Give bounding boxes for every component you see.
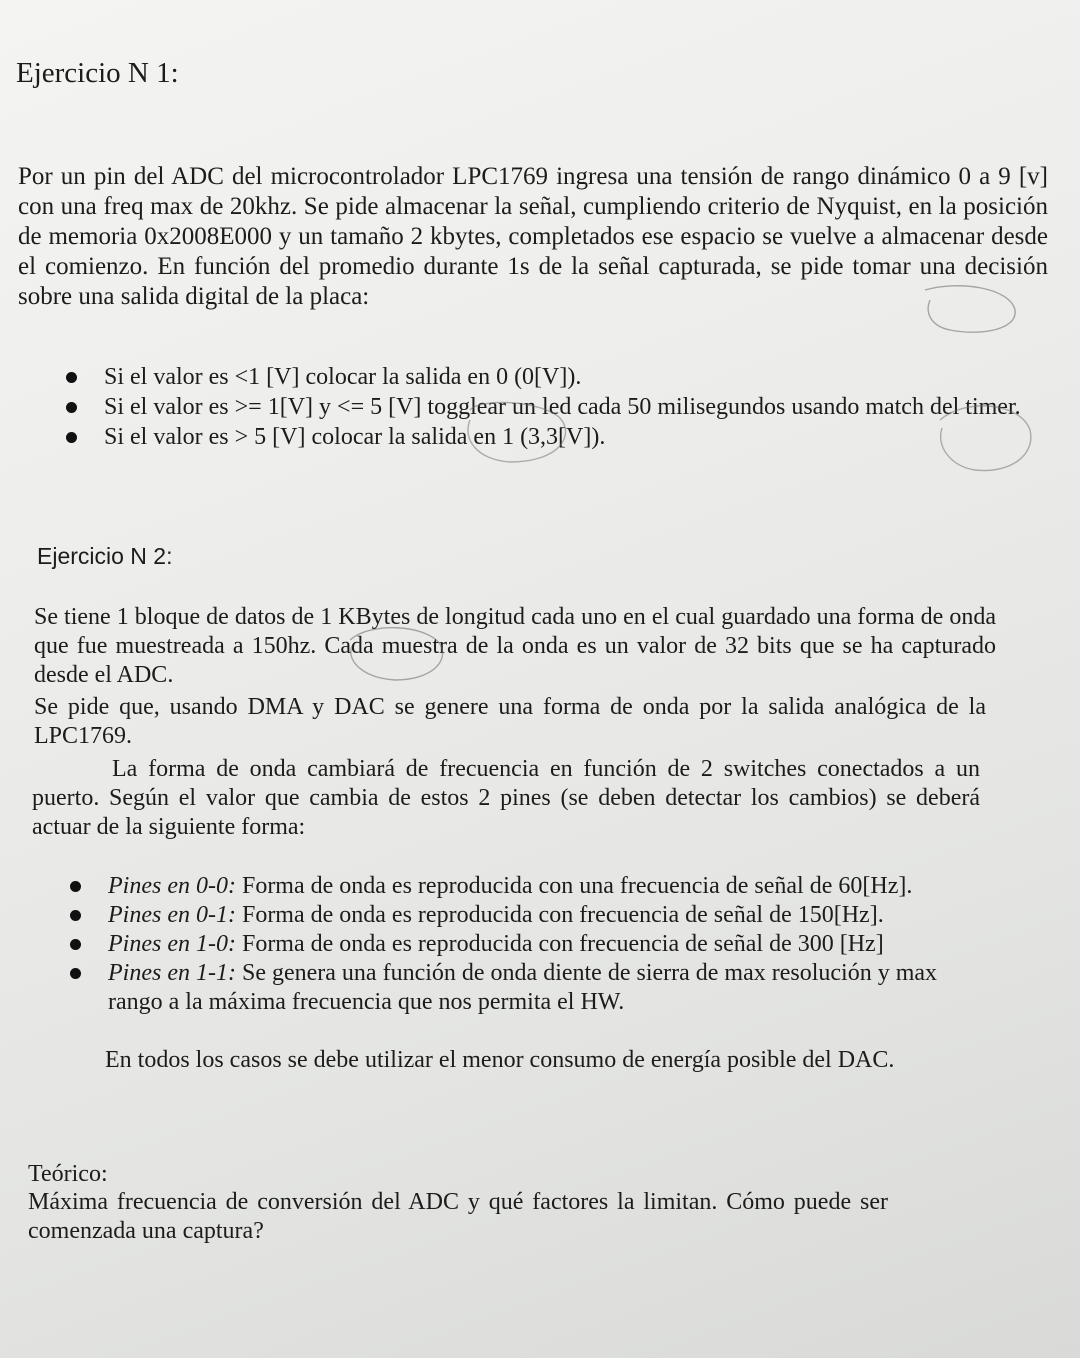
ex2-bullet-2-text: Forma de onda es reproducida con frecuencia de señal de 150[Hz]. (235, 902, 884, 928)
ex2-paragraph-1: Se tiene 1 bloque de datos de 1 KBytes de longitud cada uno en el cual guardado una forma de onda que fue muestreada a 150hz. Cada muestra de la onda es un valor de 32 bits que se ha capturado desde el ADC. (34, 604, 996, 688)
ex2-bullet-2 (70, 901, 970, 930)
ex2-bullet-1 (70, 872, 970, 901)
ex2-bullet-3-label: Pines en 1-0: (108, 931, 236, 957)
theory-title: Teórico: (28, 1161, 108, 1187)
ex1-title: Ejercicio N 1: (16, 57, 179, 89)
ex2-bullet-2-label: Pines en 0-1: (108, 902, 236, 928)
ex2-bullet-3-text: Forma de onda es reproducida con frecuencia de señal de 300 [Hz] (235, 931, 884, 957)
ex1-bullet-3: Si el valor es > 5 [V] colocar la salida en 1 (3,3[V]). (66, 422, 1026, 452)
ex1-bullet-2: Si el valor es >= 1[V] y <= 5 [V] togglear un led cada 50 milisegundos usando match del timer. (66, 392, 1026, 422)
ex2-bullet-list (70, 872, 970, 1017)
ex2-paragraph-3: La forma de onda cambiará de frecuencia en función de 2 switches conectados a un puerto. Según el valor que cambia de estos 2 pines (se deben detectar los cambios) se deberá actuar de la siguiente forma: (32, 756, 980, 840)
ex2-paragraph-2: Se pide que, usando DMA y DAC se genere una forma de onda por la salida analógica de la LPC1769. (34, 694, 986, 749)
ex2-note: En todos los casos se debe utilizar el menor consumo de energía posible del DAC. (105, 1047, 895, 1073)
ex1-paragraph: Por un pin del ADC del microcontrolador LPC1769 ingresa una tensión de rango dinámico 0 a 9 [v] con una freq max de 20khz. Se pide almacenar la señal, cumpliendo criterio de Nyquist, en la posición de memoria 0x2008E000 y un tamaño 2 kbytes, completados ese espacio se vuelve a almacenar desde el comienzo. En función del promedio durante 1s de la señal capturada, se pide tomar una decisión sobre una salida digital de la placa: (18, 163, 1048, 310)
ex2-bullet-4 (70, 959, 970, 1017)
ex2-bullet-1-label: Pines en 0-0: (108, 873, 236, 899)
ex1-bullet-1: Si el valor es <1 [V] colocar la salida en 0 (0[V]). (66, 362, 1026, 392)
ex2-title: Ejercicio N 2: (37, 543, 173, 569)
ex2-bullet-4-text: Se genera una función de onda diente de sierra de max resolución y max rango a la máxima frecuencia que nos permita el HW. (108, 960, 938, 1015)
ex2-bullet-1-text: Forma de onda es reproducida con una frecuencia de señal de 60[Hz]. (235, 873, 913, 899)
ex1-bullet-list (66, 362, 1026, 452)
ex2-bullet-3 (70, 930, 970, 959)
ex2-bullet-4-label: Pines en 1-1: (108, 960, 236, 986)
theory-text: Máxima frecuencia de conversión del ADC y qué factores la limitan. Cómo puede ser comenzada una captura? (28, 1189, 888, 1244)
